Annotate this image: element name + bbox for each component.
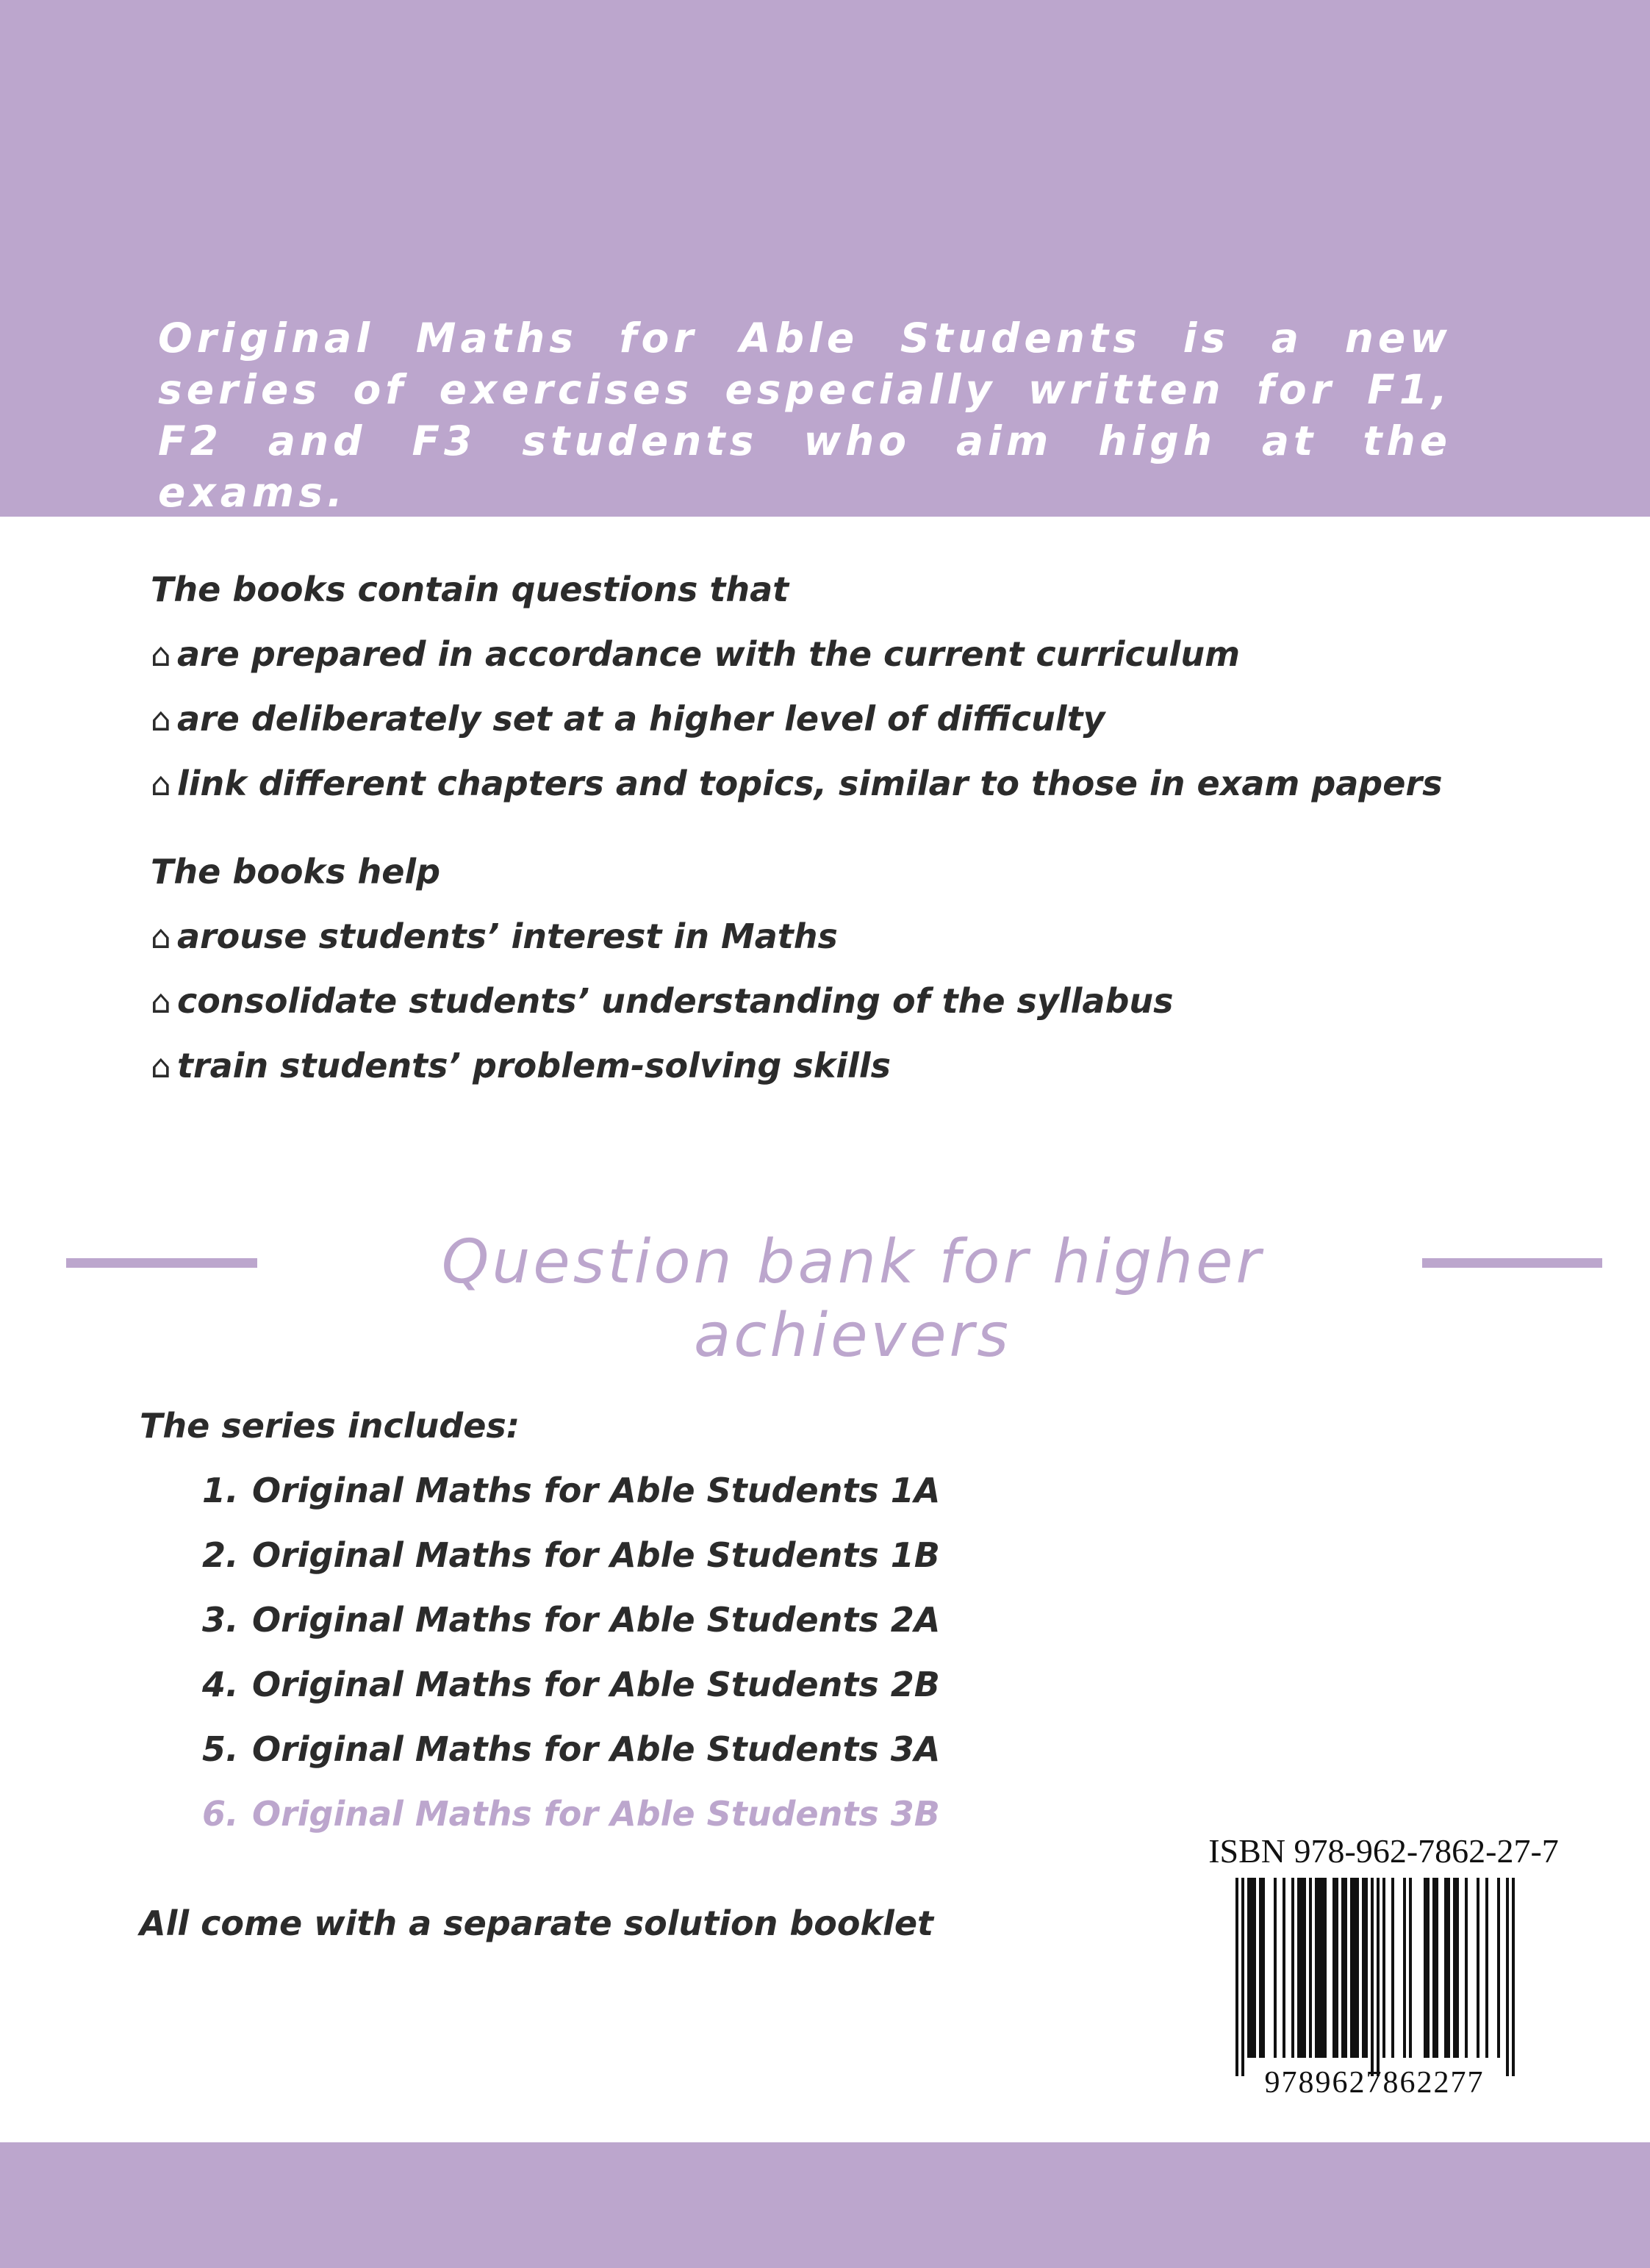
list-item: ⌂ consolidate students’ understanding of the syllabus xyxy=(151,981,1174,1021)
bottom-color-band xyxy=(0,2142,1650,2268)
series-item: 3. Original Maths for Able Students 2A xyxy=(202,1600,941,1640)
tagline: Question bank for higher achievers xyxy=(441,1227,1264,1371)
barcode-bar xyxy=(1291,1878,1294,2058)
divider-rule-right xyxy=(1422,1258,1602,1268)
barcode-bar xyxy=(1324,1878,1327,2058)
barcode-bar xyxy=(1253,1878,1256,2058)
contents-section xyxy=(151,557,1443,816)
house-bullet-icon: ⌂ xyxy=(151,983,171,1021)
series-item: 4. Original Maths for Able Students 2B xyxy=(202,1665,940,1704)
barcode-bar xyxy=(1391,1878,1394,2058)
barcode-bar xyxy=(1332,1878,1335,2058)
series-item: 5. Original Maths for Able Students 3A xyxy=(202,1729,941,1769)
series-heading: The series includes: xyxy=(140,1406,520,1446)
closing-note: All come with a separate solution booklet xyxy=(140,1903,934,1943)
barcode-bar xyxy=(1497,1878,1500,2058)
barcode-bar xyxy=(1477,1878,1479,2058)
barcode-bar xyxy=(1247,1878,1250,2058)
barcode-bar xyxy=(1309,1878,1312,2058)
series-intro: Original Maths for Able Students is a new series of exercises especially written for F1, F2 and F3 students who aim high at the exams. xyxy=(158,315,1452,516)
series-item: 2. Original Maths for Able Students 1B xyxy=(202,1535,940,1575)
barcode-bar xyxy=(1297,1878,1300,2058)
list-item: ⌂ link different chapters and topics, similar to those in exam papers xyxy=(151,764,1443,803)
list-item: ⌂ are prepared in accordance with the current curriculum xyxy=(151,634,1240,674)
list-item: ⌂ arouse students’ interest in Maths xyxy=(151,916,838,956)
barcode-bar xyxy=(1435,1878,1438,2058)
barcode-bar xyxy=(1335,1878,1338,2058)
barcode-bar xyxy=(1371,1878,1374,2076)
barcode-bar xyxy=(1341,1878,1344,2058)
barcode-digits: 9789627862277 xyxy=(1264,2066,1485,2098)
barcode-bar xyxy=(1318,1878,1321,2058)
barcode-bar xyxy=(1382,1878,1385,2058)
barcode-bar xyxy=(1427,1878,1430,2058)
barcode-bar xyxy=(1456,1878,1459,2058)
barcode-bar xyxy=(1250,1878,1253,2058)
barcode-bars xyxy=(1235,1878,1515,2076)
barcode-bar xyxy=(1465,1878,1468,2058)
series-list-section xyxy=(140,1393,940,1846)
tagline-divider xyxy=(66,1226,1602,1371)
barcode-bar xyxy=(1353,1878,1356,2058)
series-item-current: 6. Original Maths for Able Students 3B xyxy=(202,1794,940,1834)
house-bullet-icon: ⌂ xyxy=(151,701,171,739)
barcode-bar xyxy=(1241,1878,1244,2076)
barcode xyxy=(1216,1878,1532,2098)
barcode-bar xyxy=(1274,1878,1277,2058)
barcode-bar xyxy=(1377,1878,1380,2076)
contents-heading: The books contain questions that xyxy=(151,570,789,609)
house-bullet-icon: ⌂ xyxy=(151,919,171,956)
barcode-bar xyxy=(1424,1878,1427,2058)
barcode-bar xyxy=(1344,1878,1347,2058)
barcode-bar xyxy=(1235,1878,1238,2076)
series-list xyxy=(140,1458,940,1846)
barcode-bar xyxy=(1512,1878,1515,2076)
benefits-heading: The books help xyxy=(151,852,441,891)
barcode-bar xyxy=(1409,1878,1412,2058)
barcode-bar xyxy=(1453,1878,1456,2058)
benefits-section xyxy=(151,839,1174,1098)
barcode-bar xyxy=(1262,1878,1265,2058)
barcode-bar xyxy=(1300,1878,1303,2058)
barcode-bar xyxy=(1432,1878,1435,2058)
list-item: ⌂ train students’ problem-solving skills xyxy=(151,1046,892,1085)
isbn-label: ISBN 978-962-7862-27-7 xyxy=(1208,1832,1559,1870)
barcode-bar xyxy=(1259,1878,1262,2058)
divider-rule-left xyxy=(66,1258,257,1268)
barcode-bar xyxy=(1283,1878,1285,2058)
barcode-bar xyxy=(1506,1878,1509,2076)
barcode-bar xyxy=(1444,1878,1447,2058)
series-item: 1. Original Maths for Able Students 1A xyxy=(202,1471,941,1510)
barcode-bar xyxy=(1303,1878,1306,2058)
barcode-bar xyxy=(1362,1878,1365,2058)
barcode-bar xyxy=(1365,1878,1368,2058)
barcode-bar xyxy=(1321,1878,1324,2058)
barcode-bar xyxy=(1447,1878,1450,2058)
house-bullet-icon: ⌂ xyxy=(151,636,171,674)
barcode-bar xyxy=(1356,1878,1359,2058)
list-item: ⌂ are deliberately set at a higher level of difficulty xyxy=(151,699,1105,739)
barcode-bar xyxy=(1350,1878,1353,2058)
barcode-bar xyxy=(1403,1878,1406,2058)
barcode-bar xyxy=(1315,1878,1318,2058)
barcode-bar xyxy=(1485,1878,1488,2058)
house-bullet-icon: ⌂ xyxy=(151,1048,171,1085)
house-bullet-icon: ⌂ xyxy=(151,766,171,803)
